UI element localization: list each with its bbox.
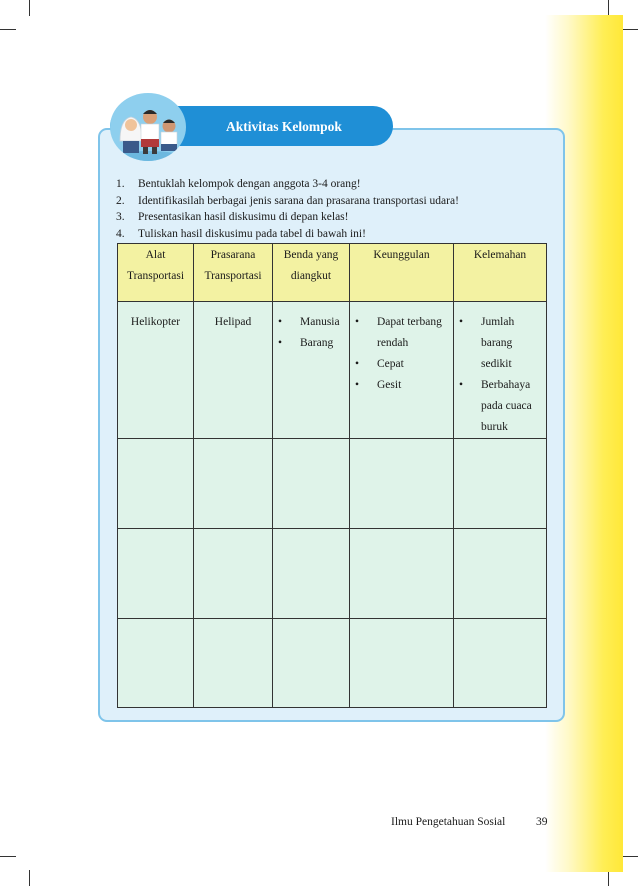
instruction-item [116,176,556,193]
instruction-text: Presentasikan hasil diskusimu di depan kelas! [138,211,349,223]
table-header-row [118,244,547,302]
table-cell [350,619,454,708]
table-cell [118,529,194,619]
table-cell [194,529,273,619]
table-row [118,529,547,619]
header-keunggulan: Keunggulan [350,244,454,302]
instruction-text: Bentuklah kelompok dengan anggota 3-4 orang! [138,178,361,190]
table-cell [194,439,273,529]
footer-subject: Ilmu Pengetahuan Sosial [391,816,506,828]
students-illustration [110,93,186,161]
header-prasarana: Prasarana Transportasi [194,244,273,302]
discussion-table [117,243,547,708]
crop-mark [622,856,638,857]
crop-mark [29,870,30,886]
instruction-number: 1. [116,178,125,190]
crop-mark [608,0,609,16]
table-row [118,302,547,439]
crop-mark [608,870,609,886]
table-cell [454,529,547,619]
instruction-number: 2. [116,194,125,207]
instruction-item [116,226,556,243]
instruction-number: 4. [116,227,125,240]
list-item: • Dapat terbang rendah [355,316,442,349]
list-item: • Berbahaya pada cuaca buruk [459,379,532,433]
crop-mark [0,856,16,857]
instruction-item [116,193,556,210]
table-cell [273,302,350,439]
table-cell [454,439,547,529]
instruction-text: Identifikasilah berbagai jenis sarana dan prasarana transportasi udara! [138,194,459,207]
bullet-list [454,302,546,438]
activity-title: Aktivitas Kelompok [226,119,342,134]
table-cell [350,302,454,439]
list-item: • Jumlah barang sedikit [459,316,515,370]
header-kelemahan: Kelemahan [454,244,547,302]
table-row [118,619,547,708]
instruction-number: 3. [116,211,125,223]
crop-mark [29,0,30,16]
table-cell: Helikopter [118,302,194,439]
instruction-item [116,209,556,226]
table-cell [194,619,273,708]
table-cell [118,619,194,708]
list-item: • Manusia [278,316,340,328]
list-item: • Barang [278,337,334,349]
instruction-list [116,176,556,242]
list-item: • Cepat [355,358,404,370]
bullet-list [350,302,453,396]
table-cell [454,619,547,708]
table-cell [454,302,547,439]
list-item: • Gesit [355,379,402,391]
table-row [118,439,547,529]
table-cell [118,439,194,529]
table-cell [273,619,350,708]
table-cell [350,529,454,619]
table-cell: Helipad [194,302,273,439]
table-cell [273,529,350,619]
instruction-text: Tuliskan hasil diskusimu pada tabel di bawah ini! [138,227,366,240]
crop-mark [0,29,16,30]
table-cell [273,439,350,529]
bullet-list [273,302,349,354]
crop-mark [622,29,638,30]
header-alat: Alat Transportasi [118,244,194,302]
table-cell [350,439,454,529]
page-number: 39 [536,816,548,828]
header-benda: Benda yang diangkut [273,244,350,302]
